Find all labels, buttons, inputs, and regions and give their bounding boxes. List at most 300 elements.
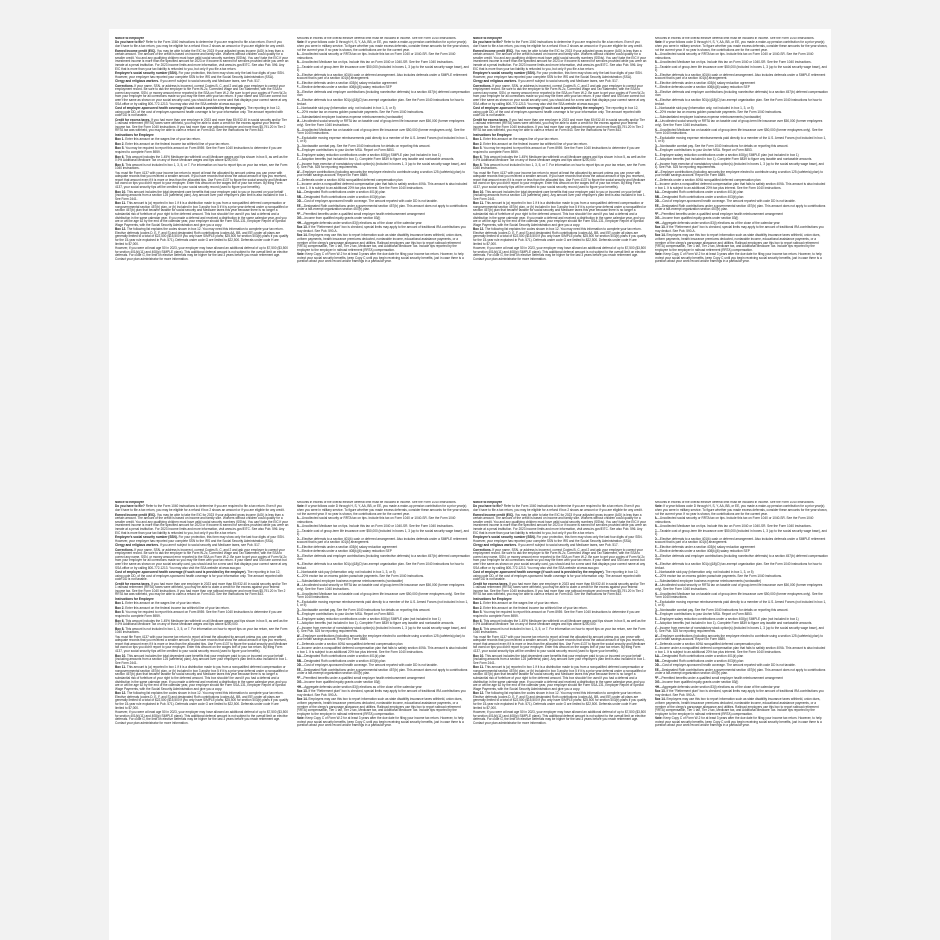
paragraph-lead: Box 6. <box>473 154 483 159</box>
instruction-paragraph <box>115 636 289 654</box>
paragraph-lead: Box 8. <box>473 626 483 631</box>
paragraph-text: —Uncollected Medicare tax on taxable cost of group-term life insurance over $50,000 (former employees only). See the Form 1040 instructions. <box>296 127 465 136</box>
paragraph-text: —Uncollected Medicare tax on taxable cost of group-term life insurance over $50,000 (former employees only). See the Form 1040 instructions. <box>654 127 823 136</box>
paragraph-lead: Box 11. <box>115 665 126 670</box>
instruction-paragraph <box>115 202 289 227</box>
paragraph-text: —Income from exercise of nonstatutory stock option(s) (included in boxes 1, 3 (up to the social security wage base), and 5). See Pub. 525 for reporting requirements. <box>296 625 466 634</box>
paragraph-text: —Substantiated employee business expense reimbursements (nontaxable) <box>656 578 761 583</box>
box12-codes-column <box>297 501 471 940</box>
paragraph-lead: Employee's social security number (SSN). <box>115 535 178 540</box>
paragraph-text: If you had more than one employer in 2023 and more than $9,932.40 in social security and/or Tier 1 railroad retirement (RRTA) taxes were withheld, you may be able to claim a credit for the excess against your federal income tax. See the Form 1040 instructions. If you had more than one railroad employer and more than $5,791.20 in Tier 2 RRTA tax was withheld, you may be able to claim a refund on Form 843. See the Instructions for Form 843. <box>115 581 287 597</box>
paragraph-lead: Credit for excess taxes. <box>115 581 151 586</box>
paragraph-text: —Income under a nonqualified deferred compensation plan that fails to satisfy section 409A. This amount is also included in box 1. It is subject to an additional 20% tax plus interest. See the Form 1040 instructions. <box>654 646 826 654</box>
paragraph-lead: C <box>654 64 657 69</box>
paragraph-text: —Designated Roth contributions under a section 403(b) plan <box>659 194 744 199</box>
paragraph-text: —Uncollected Medicare tax on taxable cost of group-term life insurance over $50,000 (former employees only). See the Form 1040 instructions. <box>296 591 465 600</box>
paragraph-text: However, if you were at least age 50 in 2023, your employer may have allowed an additional deferral of up to $7,500 ($3,500 for section 401(k)(11) and 408(p) SIMPLE plans). This additional deferral amount is not subject to the overall limit on elective deferrals. For code G, the limit on elective deferrals may be higher for the last 3 years before you reach retirement age. Contact your plan administrator for more information. <box>115 246 289 261</box>
instruction-paragraph <box>473 514 647 536</box>
paragraph-text: If you aren't subject to social security and Medicare taxes, see Pub. 517. <box>158 543 261 548</box>
paragraph-text: If the "Retirement plan" box is checked, special limits may apply to the amount of traditional IRA contributions you may deduct. See Pub. 590-A. <box>296 225 466 233</box>
box12-codes-column <box>655 37 829 477</box>
paragraph-lead: Box 2. <box>115 141 125 146</box>
paragraph-text: —Excludable moving expense reimbursements paid directly to a member of the U.S. Armed Forces (not included in box 1, 3, or 5) <box>296 599 469 608</box>
paragraph-text: —Employee salary reduction contributions under a section 408(p) SIMPLE plan (not included in box 1) <box>298 152 441 157</box>
paragraph-text: This amount is (a) reported in box 1 if it is a distribution made to you from a nonqualified deferred compensation or nongovernmental section 457(b) plan, or (b) included in box 3 and/or box 5 if it is a prior year deferral under a nonqualified or section 457(b) plan that became taxable for social security and Medicare taxes this year because there is no longer a substantial risk of forfeiture of your right to the deferred amount. This box shouldn't be used if you had a deferral and a distribution in the same calendar year. If you made a deferral and received a distribution in the same calendar year, and you are or will be age 62 by the end of the calendar year, your employer should file Form SSA-131, Employer Report of Special Wage Payments, with the Social Security Administration and give you a copy. <box>115 201 289 227</box>
instruction-paragraph <box>115 85 289 107</box>
paragraph-text: —Uncollected social security or RRTA tax on tips. Include this tax on Form 1040 or 1040-SR. See the Form 1040 instructions. <box>296 52 456 60</box>
paragraph-lead: Box 14. <box>296 697 308 702</box>
instruction-paragraph <box>473 107 647 118</box>
form-w2-instructions-sheet <box>109 29 831 940</box>
paragraph-text: —20% excise tax on excess golden parachute payments. See the Form 1040 instructions. <box>298 110 424 115</box>
instruction-paragraph <box>655 698 829 716</box>
paragraph-lead: Box 5. <box>115 146 125 151</box>
paragraph-lead: G <box>296 553 299 558</box>
paragraph-lead: W <box>296 169 300 174</box>
paragraph-lead: Clergy and religious workers. <box>473 543 517 548</box>
paragraph-lead: R <box>296 612 299 617</box>
paragraph-text: The following list explains the codes shown in box 12. You may need this information to complete your tax return. Elective deferrals (codes D, E, F, and S) and designated Roth contributions (codes AA, BB, and EE) under all plans are generally limited to a total of $22,500 ($15,500 if you only have SIMPLE plans; $25,500 for section 403(b) plans if you qualify for the 15-year rule explained in Pub. 571). Deferrals under code G are limited to $22,500. Deferrals under code H are limited to $7,000. <box>115 227 289 246</box>
instruction-paragraph <box>473 711 647 725</box>
paragraph-text: —Income from exercise of nonstatutory stock option(s) (included in boxes 1, 3 (up to the social security wage base), and 5). See Pub. 525 for reporting requirements. <box>296 161 466 170</box>
paragraph-text: —Elective deferrals under a section 403(b) salary reduction agreement <box>298 80 398 85</box>
paragraph-text: If you had more than one employer in 2023 and more than $9,932.40 in social security and/or Tier 1 railroad retirement (RRTA) taxes were withheld, you may be able to claim a credit for the excess against your federal income tax. See the Form 1040 instructions. If you had more than one railroad employer and more than $5,791.20 in Tier 2 RRTA tax was withheld, you may be able to claim a refund on Form 843. See the Instructions for Form 843. <box>473 117 645 133</box>
instruction-paragraph <box>297 698 471 716</box>
instruction-paragraph <box>655 253 829 264</box>
instruction-paragraph <box>115 571 289 582</box>
section-heading: Notice to Employee <box>115 501 145 504</box>
paragraph-lead: V <box>296 625 299 630</box>
paragraph-lead: GG <box>296 680 302 685</box>
paragraph-text: —Permitted benefits under a qualified small employer health reimbursement arrangement <box>300 211 425 216</box>
paragraph-text: —Nontaxable combat pay. See the Form 1040 instructions for details on reporting this amount. <box>298 143 431 148</box>
paragraph-lead: Note: <box>654 40 663 45</box>
paragraph-lead: W <box>296 633 300 638</box>
paragraph-text: —Employee salary reduction contributions under a section 408(p) SIMPLE plan (not included in box 1) <box>656 152 799 157</box>
paragraph-text: —Elective deferrals to a section 501(c)(18)(D) tax-exempt organization plan. See the Form 1040 instructions for how to deduct. <box>654 561 822 570</box>
paragraph-text: If your name, SSN, or address is incorrect, correct Copies B, C, and 2 and ask your employer to correct your employment record. Be sure to ask the employer to file Form W-2c, Corrected Wage and Tax Statement, with the SSA to correct any name, SSN, or money amount error reported to the SSA on Form W-2. Be sure to get your copies of Form W-2c from your employer for all corrections made so you may file them with your tax return. If your name and SSN are correct but aren't the same as shown on your social security card, you should ask for a new card that displays your correct name at any SSA office or by calling 800-772-1213. You may also visit the SSA website at www.ssa.gov. <box>115 83 288 106</box>
paragraph-text: You may be able to take the EIC for 2023 if your adjusted gross income (AGI) is less than a certain amount. The amount of the credit is based on income and family size. Workers without children could qualify for a smaller credit. You and any qualifying children must have valid social security numbers (SSNs). You can't take the EIC if your investment income is more than the specified amount for 2023 or if income is earned for services provided while you were an inmate at a penal institution. For 2023 income limits and more information, visit www.irs.gov/EITC. See also Pub. 596. Any EIC that is more than your tax liability is refunded to you, but only if you file a tax return. <box>473 512 647 535</box>
paragraph-lead: Box 2. <box>473 605 483 610</box>
paragraph-text: —Employer contributions to your Archer MSA. Report on Form 8853. <box>298 148 395 153</box>
paragraph-text: —Uncollected social security or RRTA tax on tips. Include this tax on Form 1040 or 1040-SR. See the Form 1040 instructions. <box>654 516 814 524</box>
paragraph-lead: Employee's social security number (SSN). <box>115 71 178 76</box>
paragraph-lead: Box 12. <box>473 227 485 232</box>
instruction-paragraph <box>297 234 471 252</box>
paragraph-lead: C <box>654 528 657 533</box>
paragraph-lead: Box 13. <box>654 689 666 694</box>
paragraph-lead: C <box>296 528 299 533</box>
instruction-paragraph <box>115 666 289 691</box>
paragraph-text: —Aggregate deferrals under section 83(i) elections as of the close of the calendar year <box>301 684 422 689</box>
instruction-paragraph <box>473 636 647 654</box>
box12-codes-column <box>655 501 829 940</box>
paragraph-text: The reporting in box 12, using code DD, of the cost of employer-sponsored health coverage is for your information only. The amount reported with code DD is not taxable. <box>115 570 283 582</box>
paragraph-text: However, if you were at least age 50 in 2023, your employer may have allowed an additional deferral of up to $7,500 ($3,500 for section 401(k)(11) and 408(p) SIMPLE plans). This additional deferral amount is not subject to the overall limit on elective deferrals. For code G, the limit on elective deferrals may be higher for the last 3 years before you reach retirement age. Contact your plan administrator for more information. <box>115 710 289 725</box>
paragraph-text: —Cost of employer-sponsored health coverage. The amount reported with code DD is not taxable. <box>301 663 438 668</box>
paragraph-text: If you had more than one employer in 2023 and more than $9,932.40 in social security and/or Tier 1 railroad retirement (RRTA) taxes were withheld, you may be able to claim a credit for the excess against your federal income tax. See the Form 1040 instructions. If you had more than one railroad employer and more than $5,791.20 in Tier 2 RRTA tax was withheld, you may be able to claim a refund on Form 843. See the Instructions for Form 843. <box>473 581 645 597</box>
paragraph-text: —Uncollected Medicare tax on taxable cost of group-term life insurance over $50,000 (former employees only). See the Form 1040 instructions. <box>654 591 823 600</box>
paragraph-lead: Box 6. <box>473 618 483 623</box>
paragraph-lead: Box 8. <box>115 626 125 631</box>
paragraph-text: —Permitted benefits under a qualified small employer health reimbursement arrangement <box>658 211 783 216</box>
paragraph-text: —Elective deferrals under a section 403(b) salary reduction agreement <box>298 544 398 549</box>
section-heading: Notice to Employee <box>473 501 503 504</box>
paragraph-lead: S <box>296 152 299 157</box>
paragraph-lead: K <box>654 110 657 115</box>
paragraph-text: —Employee salary reduction contributions under a section 408(p) SIMPLE plan (not included in box 1) <box>656 616 799 621</box>
paragraph-lead: Box 8. <box>115 162 125 167</box>
section-heading: Instructions for Employee <box>115 596 154 601</box>
paragraph-lead: H <box>654 561 657 566</box>
paragraph-lead: L <box>296 114 299 119</box>
paragraph-lead: C <box>296 64 299 69</box>
paragraph-text: If the "Retirement plan" box is checked, special limits may apply to the amount of traditional IRA contributions you may deduct. See Pub. 590-A. <box>296 689 466 697</box>
paragraph-text: This amount is not included in box 1, 3, 5, or 7. For information on how to report tips on your tax return, see the Form 1040 instructions. <box>115 162 288 171</box>
instruction-paragraph <box>297 253 471 264</box>
paragraph-text: —Uncollected social security or RRTA tax on taxable cost of group-term life insurance over $50,000 (former employees only). See the Form 1040 instructions. <box>296 583 465 592</box>
paragraph-text: If a year follows code D through H, S, Y, AA, BB, or EE, you made a make-up pension contribution for a prior year(s) when you were in military service. To figure whether you made excess deferrals, consider these amounts for the year shown, not the current year. If no year is shown, the contributions are for the current year. <box>296 504 470 516</box>
paragraph-text: You must file Form 4137 with your income tax return to report at least the allocated tip amount unless you can prove with adequate records that you received a smaller amount. If you have records that show the actual amount of tips you received, report that amount even if it is more or less than the allocated tips. Use Form 4137 to figure the social security and Medicare tax owed on tips you didn't report to your employer. Enter this amount on the wages line of your tax return. By filing Form 4137, your social security tips will be credited to your social security record (used to figure your benefits). <box>115 634 288 654</box>
instruction-paragraph <box>115 711 289 725</box>
instruction-paragraph <box>473 692 647 710</box>
paragraph-lead: G <box>654 89 657 94</box>
paragraph-text: —Income from qualified equity grants under section 83(i) <box>301 216 381 221</box>
paragraph-lead: H <box>296 97 299 102</box>
paragraph-text: —Income from exercise of nonstatutory stock option(s) (included in boxes 1, 3 (up to the social security wage base), and 5). See Pub. 525 for reporting requirements. <box>654 625 824 634</box>
paragraph-lead: E <box>296 80 299 85</box>
paragraph-text: —Designated Roth contributions under a governmental section 457(b) plan. This amount does not apply to contributions under a tax-exempt organization section 457(b) plan. <box>654 203 826 212</box>
paragraph-lead: FF <box>296 675 301 680</box>
paragraph-text: Enter this amount on the wages line of your tax return. <box>482 601 559 606</box>
paragraph-text: —20% excise tax on excess golden parachute payments. See the Form 1040 instructions. <box>656 574 782 579</box>
paragraph-lead: Credit for excess taxes. <box>473 581 509 586</box>
paragraph-lead: H <box>296 561 299 566</box>
paragraph-lead: DD <box>296 199 302 204</box>
paragraph-lead: W <box>654 169 658 174</box>
paragraph-text: —Uncollected social security or RRTA tax on taxable cost of group-term life insurance over $50,000 (former employees only). See the Form 1040 instructions. <box>654 583 823 592</box>
paragraph-text: Employers may use this box to report information such as state disability insurance taxes withheld, union dues, uniform payments, health insurance premiums deducted, nontaxable income, educational assistance payments, or a member of the clergy's parsonage allowance and utilities. Railroad employers use this box to report railroad retirement (RRTA) compensation, Tier 1 tax, Tier 2 tax, Medicare tax, and Additional Medicare Tax. Include tips reported by the employee to the employer in railroad retirement (RRTA) compensation. <box>296 233 463 252</box>
paragraph-text: —Cost of employer-sponsored health coverage. The amount reported with code DD is not taxable. <box>301 199 438 204</box>
paragraph-lead: Note: <box>654 252 663 257</box>
paragraph-text: —Uncollected Medicare tax on tips. Include this tax on Form 1040 or 1040-SR. See the Form 1040 instructions. <box>298 524 454 529</box>
paragraph-lead: H <box>654 97 657 102</box>
paragraph-text: —Designated Roth contributions under a section 403(b) plan <box>301 194 386 199</box>
paragraph-text: —Aggregate deferrals under section 83(i) elections as of the close of the calendar year <box>301 220 422 225</box>
paragraph-text: —20% excise tax on excess golden parachute payments. See the Form 1040 instructions. <box>656 110 782 115</box>
paragraph-text: If a year follows code D through H, S, Y, AA, BB, or EE, you made a make-up pension contribution for a prior year(s) when you were in military service. To figure whether you made excess deferrals, consider these amounts for the year shown, not the current year. If no year is shown, the contributions are for the current year. <box>654 504 828 516</box>
paragraph-text: Amounts in excess of the overall elective deferral limit must be included in income. See the Form 1040 instructions. <box>654 37 815 40</box>
paragraph-lead: Do you have to file? <box>115 504 145 509</box>
paragraph-lead: DD <box>654 199 660 204</box>
paragraph-text: You may be required to report this amount on Form 8959. See the Form 1040 instructions to determine if you are required to complete Form 8959. <box>115 146 282 155</box>
paragraph-lead: N <box>654 591 657 596</box>
paragraph-lead: T <box>296 621 299 626</box>
paragraph-text: —Elective deferrals under a section 408(k)(6) salary reduction SEP <box>298 85 392 90</box>
paragraph-lead: P <box>654 135 657 140</box>
paragraph-text: Employers may use this box to report information such as state disability insurance taxes withheld, union dues, uniform payments, health insurance premiums deducted, nontaxable income, educational assistance payments, or a member of the clergy's parsonage allowance and utilities. Railroad employers use this box to report railroad retirement (RRTA) compensation, Tier 1 tax, Tier 2 tax, Medicare tax, and Additional Medicare Tax. Include tips reported by the employee to the employer in railroad retirement (RRTA) compensation. <box>296 697 463 716</box>
paragraph-text: —Income under a nonqualified deferred compensation plan that fails to satisfy section 409A. This amount is also included in box 1. It is subject to an additional 20% tax plus interest. See the Form 1040 instructions. <box>654 182 826 190</box>
paragraph-text: This amount includes the 1.45% Medicare tax withheld on all Medicare wages and tips shown in box 5, as well as the 0.9% Additional Medicare Tax on any of those Medicare wages and tips above $200,000. <box>115 154 288 163</box>
instruction-paragraph <box>473 85 647 107</box>
instruction-paragraph <box>655 505 829 516</box>
paragraph-text: —Deferrals under a section 409A nonqualified deferred compensation plan <box>656 641 761 646</box>
paragraph-text: If your name, SSN, or address is incorrect, correct Copies B, C, and 2 and ask your employer to correct your employment record. Be sure to ask the employer to file Form W-2c, Corrected Wage and Tax Statement, with the SSA to correct any name, SSN, or money amount error reported to the SSA on Form W-2. Be sure to get your copies of Form W-2c from your employer for all corrections made so you may file them with your tax return. If your name and SSN are correct but aren't the same as shown on your social security card, you should ask for a new card that displays your correct name at any SSA office or by calling 800-772-1213. You may also visit the SSA website at www.ssa.gov. <box>115 547 288 570</box>
paragraph-text: —Elective deferrals to a section 501(c)(18)(D) tax-exempt organization plan. See the Form 1040 instructions for how to deduct. <box>296 561 464 570</box>
paragraph-text: —Designated Roth contributions under a section 403(b) plan <box>301 658 386 663</box>
paragraph-lead: Clergy and religious workers. <box>115 543 159 548</box>
paragraph-text: —Elective deferrals under a section 408(k)(6) salary reduction SEP <box>298 549 392 554</box>
paragraph-lead: K <box>296 110 299 115</box>
paragraph-lead: A <box>654 52 657 57</box>
paragraph-text: —Adoption benefits (not included in box 1). Complete Form 8839 to figure any taxable and nontaxable amounts. <box>298 157 455 162</box>
paragraph-lead: Box 13. <box>296 225 308 230</box>
paragraph-text: —Designated Roth contributions under a section 401(k) plan <box>301 654 386 659</box>
paragraph-lead: Box 10. <box>115 653 127 658</box>
instruction-paragraph <box>115 191 289 202</box>
paragraph-lead: Corrections. <box>115 83 134 88</box>
paragraph-text: —Uncollected social security or RRTA tax on tips. Include this tax on Form 1040 or 1040-SR. See the Form 1040 instructions. <box>654 52 814 60</box>
paragraph-lead: Clergy and religious workers. <box>473 79 517 84</box>
paragraph-lead: P <box>296 135 299 140</box>
paragraph-text: The reporting in box 12, using code DD, of the cost of employer-sponsored health coverage is for your information only. The amount reported with code DD is not taxable. <box>115 106 283 118</box>
paragraph-text: The reporting in box 12, using code DD, of the cost of employer-sponsored health coverage is for your information only. The amount reported with code DD is not taxable. <box>473 570 641 582</box>
paragraph-text: You may be able to take the EIC for 2023 if your adjusted gross income (AGI) is less than a certain amount. The amount of the credit is based on income and family size. Workers without children could qualify for a smaller credit. You and any qualifying children must have valid social security numbers (SSNs). You can't take the EIC if your investment income is more than the specified amount for 2023 or if income is earned for services provided while you were an inmate at a penal institution. For 2023 income limits and more information, visit www.irs.gov/EITC. See also Pub. 596. Any EIC that is more than your tax liability is refunded to you, but only if you file a tax return. <box>115 512 289 535</box>
paragraph-lead: Box 13. <box>296 689 308 694</box>
paragraph-text: —Nontaxable combat pay. See the Form 1040 instructions for details on reporting this amount. <box>656 607 789 612</box>
paragraph-lead: Z <box>296 182 299 187</box>
paragraph-text: —Designated Roth contributions under a section 401(k) plan <box>301 190 386 195</box>
paragraph-text: This amount is (a) reported in box 1 if it is a distribution made to you from a nonqualified deferred compensation or nongovernmental section 457(b) plan, or (b) included in box 3 and/or box 5 if it is a prior year deferral under a nonqualified or section 457(b) plan that became taxable for social security and Medicare taxes this year because there is no longer a substantial risk of forfeiture of your right to the deferred amount. This box shouldn't be used if you had a deferral and a distribution in the same calendar year. If you made a deferral and received a distribution in the same calendar year, and you are or will be age 62 by the end of the calendar year, your employer should file Form SSA-131, Employer Report of Special Wage Payments, with the Social Security Administration and give you a copy. <box>473 201 647 227</box>
paragraph-lead: Q <box>296 607 299 612</box>
paragraph-lead: Note: <box>296 40 305 45</box>
paragraph-text: —Excludable moving expense reimbursements paid directly to a member of the U.S. Armed Forces (not included in box 1, 3, or 5) <box>654 135 827 144</box>
paragraph-lead: Box 2. <box>115 605 125 610</box>
paragraph-lead: B <box>654 524 657 529</box>
paragraph-lead: J <box>296 106 299 110</box>
paragraph-lead: V <box>296 161 299 166</box>
paragraph-text: —Elective deferrals under a section 403(b) salary reduction agreement <box>656 544 756 549</box>
paragraph-lead: S <box>296 616 299 621</box>
paragraph-text: —Elective deferrals under a section 408(k)(6) salary reduction SEP <box>656 549 750 554</box>
paragraph-text: —Taxable cost of group-term life insurance over $50,000 (included in boxes 1, 3 (up to the social security wage base), and 5) <box>654 528 827 537</box>
paragraph-lead: FF <box>296 211 301 216</box>
instruction-paragraph <box>655 41 829 52</box>
paragraph-text: Amounts in excess of the overall elective deferral limit must be included in income. See the Form 1040 instructions. <box>296 37 457 40</box>
paragraph-lead: Q <box>654 607 657 612</box>
paragraph-lead: R <box>654 148 657 153</box>
paragraph-lead: S <box>654 152 657 157</box>
paragraph-text: The following list explains the codes shown in box 12. You may need this information to complete your tax return. Elective deferrals (codes D, E, F, and S) and designated Roth contributions (codes AA, BB, and EE) under all plans are generally limited to a total of $22,500 ($15,500 if you only have SIMPLE plans; $25,500 for section 403(b) plans if you qualify for the 15-year rule explained in Pub. 571). Deferrals under code G are limited to $22,500. Deferrals under code H are limited to $7,000. <box>473 227 647 246</box>
paragraph-lead: HH <box>296 684 302 689</box>
section-heading: Instructions for Employee <box>473 596 512 601</box>
paragraph-lead: Clergy and religious workers. <box>115 79 159 84</box>
paragraph-text: If you had more than one employer in 2023 and more than $9,932.40 in social security and/or Tier 1 railroad retirement (RRTA) taxes were withheld, you may be able to claim a credit for the excess against your federal income tax. See the Form 1040 instructions. If you had more than one railroad employer and more than $5,791.20 in Tier 2 RRTA tax was withheld, you may be able to claim a refund on Form 843. See the Instructions for Form 843. <box>115 117 287 133</box>
paragraph-lead: Box 12. <box>115 691 127 696</box>
paragraph-lead: L <box>296 578 299 583</box>
notice-column <box>115 37 289 477</box>
paragraph-lead: Note: <box>296 504 305 509</box>
paragraph-lead: J <box>654 106 657 110</box>
paragraph-text: —Income from qualified equity grants under section 83(i) <box>301 680 381 685</box>
paragraph-text: Enter this amount on the federal income tax withheld line of your tax return. <box>124 605 230 610</box>
paragraph-lead: Box 6. <box>115 154 125 159</box>
paragraph-text: —Permitted benefits under a qualified small employer health reimbursement arrangement <box>300 675 425 680</box>
paragraph-lead: Earned income credit (EIC). <box>115 512 157 517</box>
paragraph-lead: F <box>296 85 299 90</box>
paragraph-text: However, if you were at least age 50 in 2023, your employer may have allowed an additional deferral of up to $7,500 ($3,500 for section 401(k)(11) and 408(p) SIMPLE plans). This additional deferral amount is not subject to the overall limit on elective deferrals. For code G, the limit on elective deferrals may be higher for the last 3 years before you reach retirement age. Contact your plan administrator for more information. <box>473 246 647 261</box>
paragraph-text: Enter this amount on the wages line of your tax return. <box>482 137 559 142</box>
box12-codes-column <box>297 37 471 477</box>
paragraph-text: —Income from qualified equity grants under section 83(i) <box>659 216 739 221</box>
paragraph-lead: Y <box>654 641 657 646</box>
paragraph-lead: Y <box>654 177 657 182</box>
paragraph-text: —Substantiated employee business expense reimbursements (nontaxable) <box>298 578 403 583</box>
paragraph-lead: Box 11. <box>473 201 484 206</box>
paragraph-text: You must file Form 4137 with your income tax return to report at least the allocated tip amount unless you can prove with adequate records that you received a smaller amount. If you have records that show the actual amount of tips you received, report that amount even if it is more or less than the allocated tips. Use Form 4137 to figure the social security and Medicare tax owed on tips you didn't report to your employer. Enter this amount on the wages line of your tax return. By filing Form 4137, your social security tips will be credited to your social security record (used to figure your benefits). <box>473 634 646 654</box>
paragraph-lead: M <box>296 583 300 588</box>
paragraph-text: —Employee salary reduction contributions under a section 408(p) SIMPLE plan (not included in box 1) <box>298 616 441 621</box>
paragraph-lead: BB <box>296 194 302 199</box>
instruction-paragraph <box>297 41 471 52</box>
paragraph-lead: Y <box>296 177 299 182</box>
paragraph-text: —Elective deferrals to a section 401(k) cash or deferred arrangement. Also includes deferrals under a SIMPLE retirement account that is part of a section 401(k) arrangement. <box>654 72 826 81</box>
paragraph-lead: EE <box>654 203 659 208</box>
paragraph-lead: Note: <box>654 716 663 721</box>
paragraph-lead: J <box>654 570 657 574</box>
paragraph-text: —Elective deferrals to a section 501(c)(18)(D) tax-exempt organization plan. See the Form 1040 instructions for how to deduct. <box>296 97 464 106</box>
paragraph-text: —Cost of employer-sponsored health coverage. The amount reported with code DD is not taxable. <box>659 663 796 668</box>
paragraph-text: This amount is (a) reported in box 1 if it is a distribution made to you from a nonqualified deferred compensation or nongovernmental section 457(b) plan, or (b) included in box 3 and/or box 5 if it is a prior year deferral under a nonqualified or section 457(b) plan that became taxable for social security and Medicare taxes this year because there is no longer a substantial risk of forfeiture of your right to the deferred amount. This box shouldn't be used if you had a deferral and a distribution in the same calendar year. If you made a deferral and received a distribution in the same calendar year, and you are or will be age 62 by the end of the calendar year, your employer should file Form SSA-131, Employer Report of Special Wage Payments, with the Social Security Administration and give you a copy. <box>473 665 647 691</box>
paragraph-text: —Designated Roth contributions under a governmental section 457(b) plan. This amount does not apply to contributions under a tax-exempt organization section 457(b) plan. <box>296 203 468 212</box>
paragraph-lead: N <box>654 127 657 132</box>
paragraph-text: —Designated Roth contributions under a section 401(k) plan <box>659 190 744 195</box>
paragraph-text: —Employer contributions to your Archer MSA. Report on Form 8853. <box>298 612 395 617</box>
paragraph-lead: V <box>654 161 657 166</box>
paragraph-lead: Do you have to file? <box>115 40 145 45</box>
paragraph-text: This amount is not included in box 1, 3, 5, or 7. For information on how to report tips on your tax return, see the Form 1040 instructions. <box>473 626 646 635</box>
paragraph-text: For your protection, this form may show only the last four digits of your SSN. However, your employer has reported your complete SSN to the IRS and the Social Security Administration (SSA). <box>473 71 643 79</box>
paragraph-text: —Elective deferrals to a section 501(c)(18)(D) tax-exempt organization plan. See the Form 1040 instructions for how to deduct. <box>654 97 822 106</box>
instruction-paragraph <box>115 583 289 597</box>
paragraph-lead: G <box>654 553 657 558</box>
paragraph-text: Refer to the Form 1040 instructions to determine if you are required to file a tax return. Even if you don't have to file a tax return, you may be eligible for a refund if box 2 shows an amount or if you are eligible for any credit. <box>115 504 285 513</box>
paragraph-lead: D <box>654 536 657 541</box>
instruction-paragraph <box>115 228 289 246</box>
paragraph-lead: Do you have to file? <box>473 40 503 45</box>
paragraph-text: If the "Retirement plan" box is checked, special limits may apply to the amount of traditional IRA contributions you may deduct. See Pub. 590-A. <box>654 689 824 697</box>
instruction-paragraph <box>473 191 647 202</box>
paragraph-lead: FF <box>654 675 659 680</box>
paragraph-lead: Box 14. <box>654 233 666 238</box>
paragraph-lead: Employee's social security number (SSN). <box>473 71 536 76</box>
paragraph-lead: Do you have to file? <box>473 504 503 509</box>
instructions-copy-top-right <box>473 37 828 477</box>
paragraph-text: This amount includes the 1.45% Medicare tax withheld on all Medicare wages and tips shown in box 5, as well as the 0.9% Additional Medicare Tax on any of those Medicare wages and tips above $200,000. <box>473 154 646 163</box>
paragraph-text: Enter this amount on the federal income tax withheld line of your tax return. <box>124 141 230 146</box>
paragraph-text: —Income from exercise of nonstatutory stock option(s) (included in boxes 1, 3 (up to the social security wage base), and 5). See Pub. 525 for reporting requirements. <box>654 161 824 170</box>
paragraph-text: If your name, SSN, or address is incorrect, correct Copies B, C, and 2 and ask your employer to correct your employment record. Be sure to ask the employer to file Form W-2c, Corrected Wage and Tax Statement, with the SSA to correct any name, SSN, or money amount error reported to the SSA on Form W-2. Be sure to get your copies of Form W-2c from your employer for all corrections made so you may file them with your tax return. If your name and SSN are correct but aren't the same as shown on your social security card, you should ask for a new card that displays your correct name at any SSA office or by calling 800-772-1213. You may also visit the SSA website at www.ssa.gov. <box>473 547 646 570</box>
paragraph-lead: Z <box>654 646 657 651</box>
paragraph-text: This amount includes the total dependent care benefits that your employer paid to you or incurred on your behalf (including amounts from a section 125 (cafeteria) plan). Any amount over your employer's plan limit is also included in box 1. See Form 2441. <box>115 653 288 665</box>
paragraph-lead: Box 5. <box>473 610 483 615</box>
paragraph-text: Enter this amount on the federal income tax withheld line of your tax return. <box>482 605 588 610</box>
paragraph-text: Employers may use this box to report information such as state disability insurance taxes withheld, union dues, uniform payments, health insurance premiums deducted, nontaxable income, educational assistance payments, or a member of the clergy's parsonage allowance and utilities. Railroad employers use this box to report railroad retirement (RRTA) compensation, Tier 1 tax, Tier 2 tax, Medicare tax, and Additional Medicare Tax. Include tips reported by the employee to the employer in railroad retirement (RRTA) compensation. <box>654 697 821 716</box>
paragraph-text: This amount includes the 1.45% Medicare tax withheld on all Medicare wages and tips shown in box 5, as well as the 0.9% Additional Medicare Tax on any of those Medicare wages and tips above $200,000. <box>115 618 288 627</box>
paragraph-lead: Box 1. <box>473 601 483 606</box>
instruction-paragraph <box>473 655 647 666</box>
paragraph-text: —Aggregate deferrals under section 83(i) elections as of the close of the calendar year <box>659 684 780 689</box>
paragraph-text: —Substantiated employee business expense reimbursements (nontaxable) <box>656 114 761 119</box>
paragraph-lead: Box 10. <box>473 189 485 194</box>
paragraph-lead: Box 11. <box>115 201 126 206</box>
instruction-paragraph <box>655 234 829 252</box>
paragraph-lead: M <box>654 583 658 588</box>
paragraph-lead: Box 10. <box>473 653 485 658</box>
paragraph-text: If a year follows code D through H, S, Y, AA, BB, or EE, you made a make-up pension contribution for a prior year(s) when you were in military service. To figure whether you made excess deferrals, consider these amounts for the year shown, not the current year. If no year is shown, the contributions are for the current year. <box>296 40 470 52</box>
paragraph-text: —Elective deferrals to a section 401(k) cash or deferred arrangement. Also includes deferrals under a SIMPLE retirement account that is part of a section 401(k) arrangement. <box>296 536 468 545</box>
paragraph-text: —Nontaxable combat pay. See the Form 1040 instructions for details on reporting this amount. <box>656 143 789 148</box>
paragraph-lead: Box 1. <box>115 137 125 142</box>
paragraph-text: You may be required to report this amount on Form 8959. See the Form 1040 instructions to determine if you are required to complete Form 8959. <box>473 146 640 155</box>
paragraph-text: —Substantiated employee business expense reimbursements (nontaxable) <box>298 114 403 119</box>
paragraph-text: —Elective deferrals to a section 401(k) cash or deferred arrangement. Also includes deferrals under a SIMPLE retirement account that is part of a section 401(k) arrangement. <box>654 536 826 545</box>
paragraph-text: —Designated Roth contributions under a governmental section 457(b) plan. This amount does not apply to contributions under a tax-exempt organization section 457(b) plan. <box>296 667 468 676</box>
paragraph-lead: M <box>296 119 300 124</box>
paragraph-text: Amounts in excess of the overall elective deferral limit must be included in income. See the Form 1040 instructions. <box>296 501 457 504</box>
paragraph-text: —Elective deferrals and employer contributions (including nonelective deferrals) to a section 457(b) deferred compensation plan <box>296 89 470 98</box>
paragraph-lead: M <box>654 119 658 124</box>
paragraph-lead: Box 5. <box>473 146 483 151</box>
paragraph-lead: Box 11. <box>473 665 484 670</box>
paragraph-lead: E <box>654 80 657 85</box>
paragraph-lead: A <box>654 516 657 521</box>
paragraph-lead: D <box>296 72 299 77</box>
paragraph-text: —Nontaxable sick pay (information only, not included in box 1, 3, or 5) <box>656 570 754 574</box>
paragraph-lead: F <box>654 85 657 90</box>
instruction-paragraph <box>297 505 471 516</box>
paragraph-text: Keep Copy C of Form W-2 for at least 3 years after the due date for filing your income tax return. However, to help protect your social security benefits, keep Copy C until you begin receiving social security benefits, just in case there is a question about your work record and/or earnings in a particular year. <box>654 716 822 728</box>
paragraph-lead: T <box>654 621 657 626</box>
paragraph-lead: Box 6. <box>115 618 125 623</box>
paragraph-text: You must file Form 4137 with your income tax return to report at least the allocated tip amount unless you can prove with adequate records that you received a smaller amount. If you have records that show the actual amount of tips you received, report that amount even if it is more or less than the allocated tips. Use Form 4137 to figure the social security and Medicare tax owed on tips you didn't report to your employer. Enter this amount on the wages line of your tax return. By filing Form 4137, your social security tips will be credited to your social security record (used to figure your benefits). <box>115 170 288 190</box>
paragraph-text: The following list explains the codes shown in box 12. You may need this information to complete your tax return. Elective deferrals (codes D, E, F, and S) and designated Roth contributions (codes AA, BB, and EE) under all plans are generally limited to a total of $22,500 ($15,500 if you only have SIMPLE plans; $25,500 for section 403(b) plans if you qualify for the 15-year rule explained in Pub. 571). Deferrals under code G are limited to $22,500. Deferrals under code H are limited to $7,000. <box>473 691 647 710</box>
paragraph-text: —Employer contributions (including amounts the employee elected to contribute using a section 125 (cafeteria) plan) to your health savings account. Report on Form 8889. <box>296 169 465 178</box>
paragraph-text: —Elective deferrals and employer contributions (including nonelective deferrals) to a section 457(b) deferred compensation plan <box>654 553 828 562</box>
paragraph-text: —Deferrals under a section 409A nonqualified deferred compensation plan <box>298 177 403 182</box>
paragraph-text: —Adoption benefits (not included in box 1). Complete Form 8839 to figure any taxable and nontaxable amounts. <box>298 621 455 626</box>
instruction-paragraph <box>115 172 289 190</box>
paragraph-lead: P <box>654 599 657 604</box>
paragraph-text: —Elective deferrals under a section 403(b) salary reduction agreement <box>656 80 756 85</box>
instructions-copy-bottom-right <box>473 501 828 940</box>
paragraph-text: —Uncollected Medicare tax on tips. Include this tax on Form 1040 or 1040-SR. See the Form 1040 instructions. <box>656 60 812 65</box>
paragraph-text: If you aren't subject to social security and Medicare taxes, see Pub. 517. <box>516 543 619 548</box>
instruction-paragraph <box>115 692 289 710</box>
paragraph-text: —Elective deferrals under a section 408(k)(6) salary reduction SEP <box>656 85 750 90</box>
instruction-paragraph <box>115 119 289 133</box>
paragraph-lead: Box 1. <box>473 137 483 142</box>
paragraph-lead: Z <box>654 182 657 187</box>
paragraph-lead: L <box>654 114 657 119</box>
instruction-paragraph <box>473 666 647 691</box>
paragraph-lead: GG <box>654 216 660 221</box>
paragraph-text: —Nontaxable sick pay (information only, not included in box 1, 3, or 5) <box>298 106 396 110</box>
instruction-paragraph <box>115 655 289 666</box>
paragraph-text: Refer to the Form 1040 instructions to determine if you are required to file a tax return. Even if you don't have to file a tax return, you may be eligible for a refund if box 2 shows an amount or if you are eligible for any credit. <box>473 40 643 49</box>
notice-column <box>473 37 647 477</box>
paragraph-lead: Z <box>296 646 299 651</box>
